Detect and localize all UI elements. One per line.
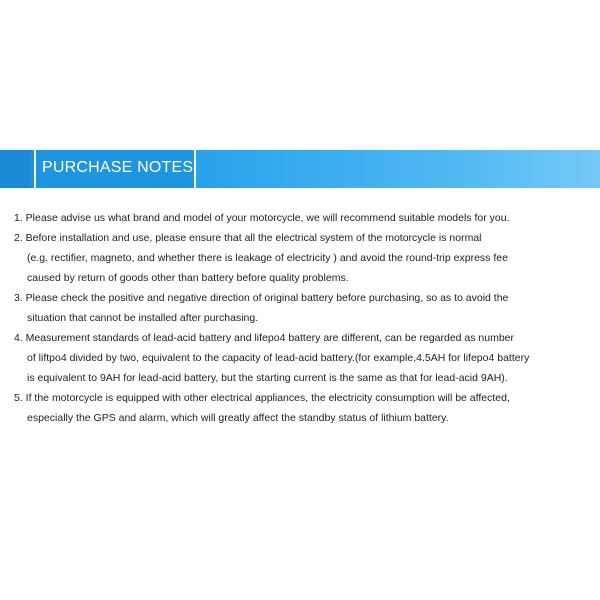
banner-left-block <box>0 150 30 188</box>
note-line: 3. Please check the positive and negative direction of original battery before purchasing, so as to avoid the <box>14 292 509 304</box>
note-line: 2. Before installation and use, please ensure that all the electrical system of the motorcycle is normal <box>14 232 482 244</box>
note-line: 5. If the motorcycle is equipped with other electrical appliances, the electricity consumption will be affected, <box>14 392 510 404</box>
note-line: especially the GPS and alarm, which will greatly affect the standby status of lithium battery. <box>27 412 449 424</box>
note-item <box>14 208 594 228</box>
note-line: is equivalent to 9AH for lead-acid battery, but the starting current is the same as that for lead-acid 9AH). <box>27 372 508 384</box>
notes-list <box>14 208 594 428</box>
note-line: (e.g. rectifier, magneto, and whether there is leakage of electricity ) and avoid the round-trip express fee <box>27 252 508 264</box>
note-item <box>14 388 594 428</box>
note-item <box>14 288 594 328</box>
note-line: caused by return of goods other than battery before quality problems. <box>27 272 349 284</box>
note-line: 4. Measurement standards of lead-acid battery and lifepo4 battery are different, can be regarded as number <box>14 332 515 344</box>
note-line: of liftpo4 divided by two, equivalent to the capacity of lead-acid battery.(for example,4.5AH for lifepo4 battery <box>27 352 530 364</box>
note-line: 1. Please advise us what brand and model of your motorcycle, we will recommend suitable models for you. <box>14 212 510 224</box>
note-line: situation that cannot be installed after purchasing. <box>27 312 259 324</box>
banner-title: PURCHASE NOTES <box>42 159 194 176</box>
purchase-notes-banner <box>0 150 600 188</box>
banner-title-box <box>34 150 196 188</box>
note-item <box>14 228 594 288</box>
note-item <box>14 328 594 388</box>
